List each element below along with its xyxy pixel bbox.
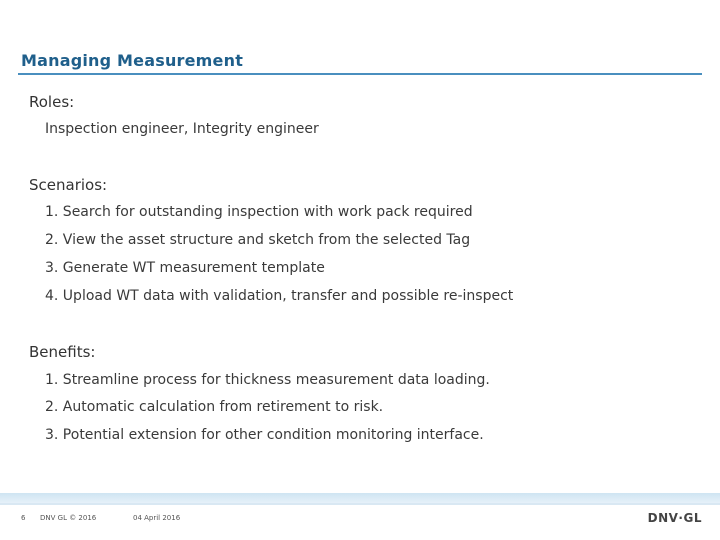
title-divider (18, 73, 702, 75)
page-number: 6 (21, 514, 26, 522)
roles-heading: Roles: (29, 93, 75, 111)
scenario-item: 4. Upload WT data with validation, transfer and possible re-inspect (45, 288, 514, 304)
benefits-heading: Benefits: (29, 343, 96, 361)
scenarios-heading: Scenarios: (29, 176, 108, 194)
scenario-item: 2. View the asset structure and sketch from the selected Tag (45, 232, 471, 248)
footer-copyright: DNV GL © 2016 (40, 514, 97, 522)
scenario-item: 1. Search for outstanding inspection with work pack required (45, 204, 473, 220)
benefit-item: 1. Streamline process for thickness measurement data loading. (45, 372, 490, 388)
benefit-item: 2. Automatic calculation from retirement to risk. (45, 399, 384, 415)
footer-band (0, 493, 720, 503)
footer-date: 04 April 2016 (133, 514, 181, 522)
footer-divider (0, 503, 720, 505)
scenario-item: 3. Generate WT measurement template (45, 260, 325, 276)
roles-text: Inspection engineer, Integrity engineer (45, 121, 319, 137)
company-logo: DNV·GL (647, 511, 702, 525)
benefit-item: 3. Potential extension for other condition monitoring interface. (45, 427, 484, 443)
page-title: Managing Measurement (21, 51, 244, 70)
